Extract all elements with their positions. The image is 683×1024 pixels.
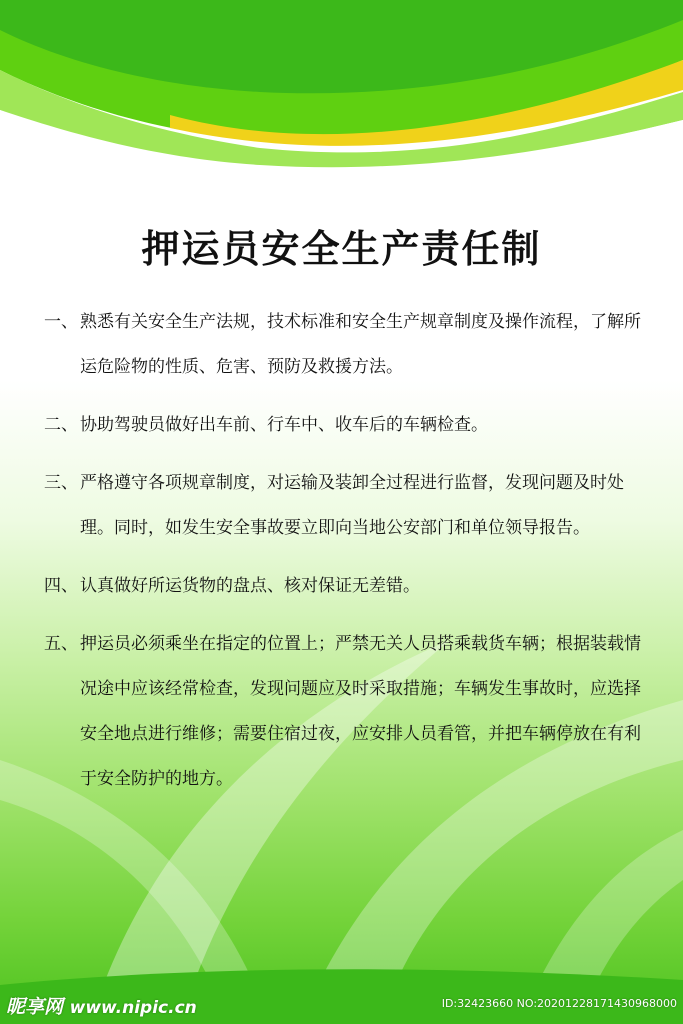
list-item: [44, 403, 644, 448]
list-item: [44, 564, 644, 609]
page-title: 押运员安全生产责任制: [141, 227, 542, 271]
item-text: 严格遵守各项规章制度，对运输及装卸全过程进行监督，发现问题及时处理。同时，如发生安全事故要立即向当地公安部门和单位领导报告。: [80, 473, 624, 538]
watermark-brand: [6, 992, 197, 1019]
item-text: 押运员必须乘坐在指定的位置上；严禁无关人员搭乘载货车辆；根据装载情况途中应该经常检查，发现问题应及时采取措施；车辆发生事故时，应选择安全地点进行维修；需要住宿过夜，应安排人员看管，并把车辆停放在有利于安全防护的地方。: [80, 634, 641, 789]
item-number: 五、: [44, 634, 78, 654]
item-number: 一、: [44, 312, 78, 332]
item-text: 协助驾驶员做好出车前、行车中、收车后的车辆检查。: [80, 415, 488, 435]
list-item: [44, 461, 644, 551]
watermark-id: ID:32423660 NO:20201228171430968000: [441, 997, 677, 1010]
item-text: 熟悉有关安全生产法规，技术标准和安全生产规章制度及操作流程，了解所运危险物的性质、危害、预防及救援方法。: [80, 312, 641, 377]
list-item: [44, 300, 644, 390]
responsibility-list: [44, 300, 644, 815]
watermark-logo-text: 昵享网: [6, 996, 64, 1018]
watermark-url: www.nipic.cn: [69, 998, 197, 1018]
item-number: 二、: [44, 415, 78, 435]
item-text: 认真做好所运货物的盘点、核对保证无差错。: [80, 576, 420, 596]
item-number: 四、: [44, 576, 78, 596]
list-item: [44, 622, 644, 802]
item-number: 三、: [44, 473, 78, 493]
